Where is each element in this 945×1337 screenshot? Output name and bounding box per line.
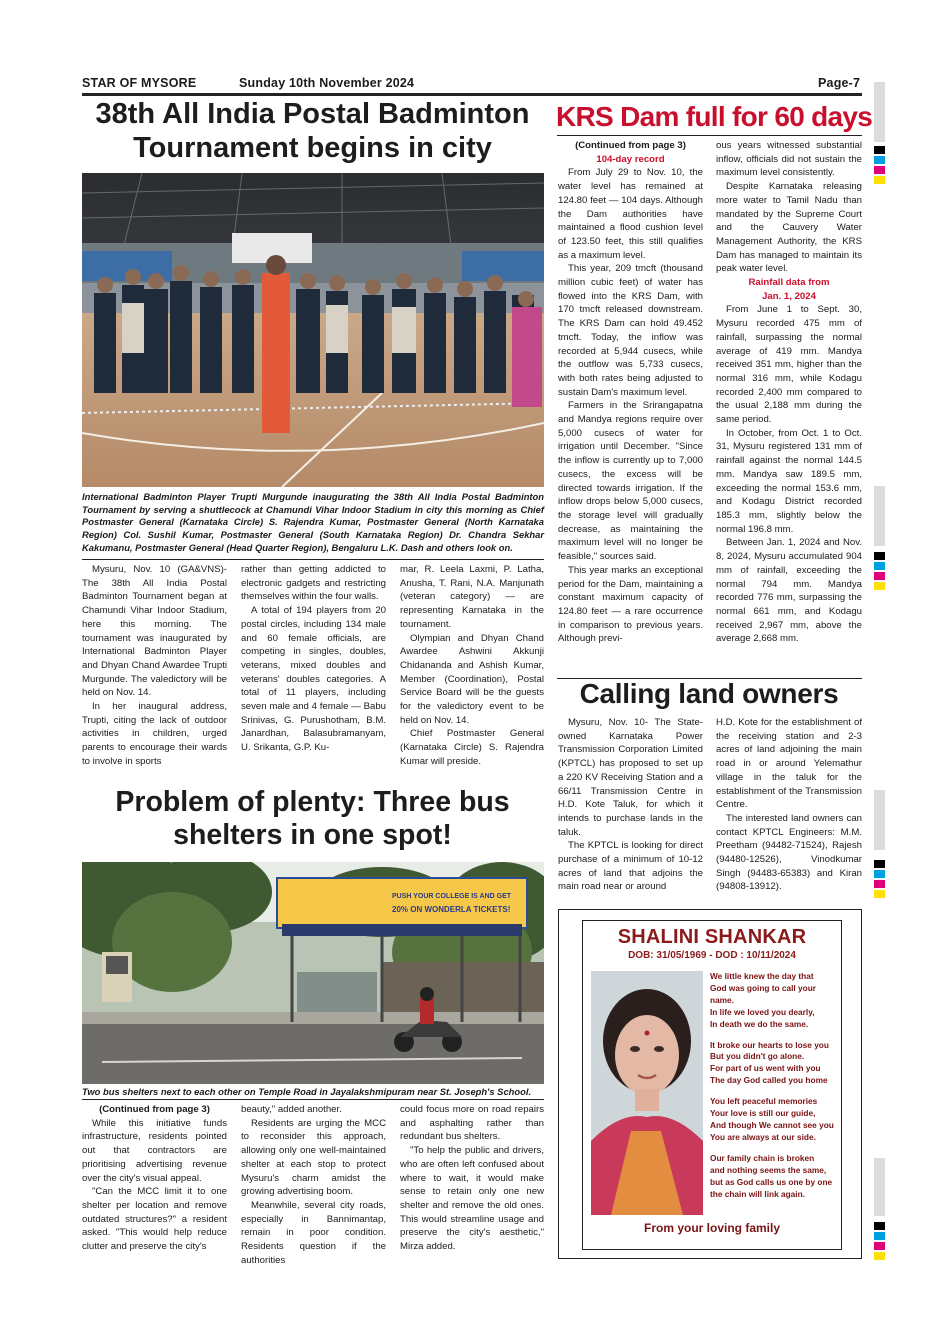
land-column-2 [716, 716, 862, 894]
registration-magenta-swatch [874, 1242, 885, 1250]
poem-line: The day God called you home [710, 1075, 828, 1086]
bus-caption: Two bus shelters next to each other on Temple Road in Jayalakshmipuram near St. Joseph's School. [82, 1086, 532, 1097]
poem-line: In death we do the same. [710, 1018, 809, 1029]
paragraph: From July 29 to Nov. 10, the water level has remained at 124.80 feet — 104 days. Although the Dam authorities have maintained a flood cushion level of 123.50 feet, this still qualifies as a maximum level. [558, 167, 703, 261]
billboard-text-2: 20% ON WONDERLA TICKETS! [392, 905, 511, 914]
paragraph: could focus more on road repairs and asphalting rather than redundant bus shelters. [400, 1104, 544, 1143]
registration-black-swatch [874, 552, 885, 560]
obituary-dates: DOB: 31/05/1969 - DOD : 10/11/2024 [628, 950, 796, 961]
bus-headline [80, 786, 545, 852]
paragraph: beauty," added another. [241, 1104, 342, 1115]
krs-column-2 [716, 139, 862, 646]
badminton-photo-illustration [82, 173, 544, 487]
badminton-column-2 [241, 563, 386, 755]
bus-column-1 [82, 1103, 227, 1254]
paragraph: From June 1 to Sept. 30, Mysuru recorded 475 mm of rainfall, surpassing the normal average of 419 mm. Mandya received 351 mm, higher than the normal 316 mm, while Kodagu recorded 2,400 mm compared to the usual 2,188 mm during the same period. [716, 304, 862, 426]
poem-line: You left peaceful memories [710, 1096, 818, 1107]
krs-subhead-rainfall-1: Rainfall data from [748, 277, 830, 289]
paragraph: Mysuru, Nov. 10- The State-owned Karnataka Power Transmission Corporation Limited (KPTCL) has proposed to set up a 220 KV Receiving Station and a 66/11 Transmission Centre in H.D. Kote Taluk, for which it intends to purchase lands in the taluk. [558, 717, 703, 838]
krs-subhead-rainfall-2: Jan. 1, 2024 [762, 290, 816, 302]
obituary-portrait [591, 971, 703, 1215]
continued-label: (Continued from page 3) [575, 140, 686, 151]
obituary-footer: From your loving family [643, 1221, 781, 1235]
paragraph: rather than getting addicted to electronic gadgets and restricting themselves within the four walls. [241, 564, 386, 603]
registration-black-swatch [874, 146, 885, 154]
poem-gap [710, 1031, 838, 1040]
paragraph: Between Jan. 1, 2024 and Nov. 8, 2024, Mysuru accumulated 904 mm of rainfall, exceeding the normal 794 mm. Mandya recorded 776 mm, surpassing the normal 661 mm, and Kodagu received 2,967 mm, above the average 2,668 mm. [716, 537, 862, 645]
registration-cyan-swatch [874, 156, 885, 164]
registration-yellow-swatch [874, 582, 885, 590]
masthead-rule [82, 93, 862, 96]
land-headline: Calling land owners [579, 678, 839, 709]
krs-subhead-record: 104-day record [596, 153, 665, 165]
paragraph: Meanwhile, several city roads, especially in Bannimantap, remain in poor condition. Residents question if the authorities [241, 1199, 386, 1266]
paragraph: H.D. Kote for the establishment of the receiving station and 2-3 acres of land adjoining the main road in or around Yelemathur village in the taluk for the establishment of the Transmission Centre. [716, 717, 862, 811]
paragraph: Despite Karnataka releasing more water to Tamil Nadu than mandated by the Supreme Court and the Cauvery Water Management Authority, the KRS Dam has managed to maintain its peak water level. [716, 181, 862, 275]
badminton-column-3 [400, 563, 544, 769]
obituary-box [582, 920, 842, 1250]
poem-line: It broke our hearts to lose you [710, 1039, 829, 1050]
poem-line: For part of us went with you [710, 1063, 821, 1074]
paragraph: This year, 209 tmcft (thousand million cubic feet) of water has flowed into the KRS Dam, with 170 tmcft released downstream. The KRS Dam can hold 49.452 tmcft. Today, the inflow was recorded at 5,944 cusecs, while the outflow was 5,733 cusecs, with both rates being adjusted to sustain Dam's maximum level. [558, 263, 703, 398]
paragraph: Chief Postmaster General (Karnataka Circle) S. Rajendra Kumar will preside. [400, 728, 544, 767]
print-margin-bar [874, 486, 885, 546]
continued-label: (Continued from page 3) [99, 1104, 210, 1115]
land-column-1 [558, 716, 703, 894]
poem-gap [710, 1087, 838, 1096]
obituary-poem [710, 971, 838, 1200]
registration-black-swatch [874, 860, 885, 868]
page-number: Page-7 [818, 76, 861, 90]
poem-gap [710, 1144, 838, 1153]
paragraph: The interested land owners can contact KPTCL Engineers: M.M. Preetham (94482-71524), Rajesh (94480-12526), Vinodkumar Singh (94483-65383) and Kiran (94808-13912). [716, 812, 862, 893]
paragraph: ous years witnessed substantial inflow, officials did not sustain the maximum level consistently. [716, 140, 862, 179]
bus-headline-line1: Problem of plenty: Three bus [115, 786, 510, 818]
poem-line: but as God calls us one by one [710, 1176, 833, 1187]
registration-magenta-swatch [874, 166, 885, 174]
registration-cyan-swatch [874, 870, 885, 878]
poem-line: and nothing seems the same, [710, 1164, 827, 1175]
registration-yellow-swatch [874, 176, 885, 184]
bus-column-3 [400, 1103, 544, 1254]
registration-cyan-swatch [874, 562, 885, 570]
issue-date: Sunday 10th November 2024 [239, 76, 415, 90]
badminton-headline-line1: 38th All India Postal Badminton [95, 98, 530, 130]
billboard-text-1: PUSH YOUR COLLEGE IS AND GET [392, 893, 512, 900]
badminton-caption-rule [82, 559, 544, 560]
paragraph: Residents are urging the MCC to reconsider this approach, allowing only one well-maintained shelter at each stop to protect Mysuru's charm amidst the growing advertising boom. [241, 1117, 386, 1198]
bus-headline-line2: shelters in one spot! [173, 819, 452, 852]
bus-caption-rule [82, 1099, 544, 1100]
paragraph: In October, from Oct. 1 to Oct. 31, Mysuru registered 131 mm of rainfall against the normal 144.5 mm. Mandya saw 189.5 mm, exceeding the normal 153.6 mm, and Kodagu District recorded 185.3 mm, slightly below the normal 196.8 mm. [716, 427, 862, 535]
paragraph: The KPTCL is looking for direct purchase of a minimum of 10-12 acres of land that adjoins the main road near or around [558, 840, 703, 893]
registration-yellow-swatch [874, 1252, 885, 1260]
paragraph: "To help the public and drivers, who are often left confused about where to wait, it would make sense to retain only one new shelter and remove the old ones. This would streamline usage and preserve the city's aesthetic," Mirza added. [400, 1145, 544, 1253]
badminton-headline-line2: Tournament begins in city [133, 131, 492, 164]
poem-line: In life we loved you dearly, [710, 1006, 815, 1017]
bus-shelter-photo [82, 862, 544, 1084]
badminton-caption: International Badminton Player Trupti Murgunde inaugurating the 38th All India Postal Badminton Tournament by serving a shuttlecock at Chamundi Vihar Indoor Stadium in city this morning as Chief Postmaster General (Karnataka Circle) S. Rajendra Kumar, Postmaster General (North Karnataka Region) Col. Sushil Kumar, Postmaster General (South Karnataka Region) Dr. Chandra Sekhar Kakumanu, Postmaster General (Head Quarter Region), Bengaluru L.K. Dash and others look on. [82, 491, 544, 553]
badminton-photo [82, 173, 544, 487]
krs-headline-rule [557, 135, 862, 136]
registration-black-swatch [874, 1222, 885, 1230]
paper-name: STAR OF MYSORE [82, 76, 197, 90]
bus-shelter-photo-illustration [82, 862, 544, 1084]
krs-column-1 [558, 139, 703, 646]
registration-magenta-swatch [874, 880, 885, 888]
paragraph: "Can the MCC limit it to one shelter per location and remove outdated structures?" a resident asked. "This would help reduce clutter and preserve the city's [82, 1186, 227, 1253]
obituary-name: SHALINI SHANKAR [617, 926, 807, 948]
krs-headline: KRS Dam full for 60 days [556, 101, 873, 132]
bus-column-2 [241, 1103, 386, 1267]
paragraph: This year marks an exceptional period for the Dam, maintaining a constant maximum capacity of 124.80 feet — a rare occurrence in comparison to previous years. Although previ- [558, 564, 703, 645]
poem-line: the chain will link again. [710, 1188, 805, 1199]
paragraph: While this initiative funds infrastructure, residents pointed out that contractors are prioritising advertising revenue over the city's visual appeal. [82, 1117, 227, 1184]
paragraph: A total of 194 players from 20 postal circles, including 134 male and 60 female officials, are competing in singles, doubles, veterans, mixed doubles and veterans' doubles categories. A total of 11 players, including seven male and 4 female — Babu Srinivas, G. Purushotham, B.M. Janardhan, Balasubramanyam, U. Srikanta, G.P. Ku- [241, 605, 386, 754]
paragraph: mar, R. Leela Laxmi, P. Latha, Anusha, T. Rani, N.A. Manjunath (veteran category) — are representing Karnataka in the tournament. [400, 564, 544, 630]
badminton-column-1 [82, 563, 227, 769]
paragraph: Olympian and Dhyan Chand Awardee Ashwini Akkunji Chidananda and Ashish Kumar, Member (Coordination), Postal Service Board will be the guests for the valedictory event to be held on Nov. 14. [400, 632, 544, 726]
paragraph: Mysuru, Nov. 10 (GA&VNS)- The 38th All India Postal Badminton Tournament began at Chamundi Vihar Indoor Stadium, here this morning. The tournament was inaugurated by International Badminton Player and Dhyan Chand Awardee Trupti Murgunde. The valedictory will be held on Nov. 14. [82, 564, 227, 699]
poem-line: And though We cannot see you [710, 1119, 834, 1130]
badminton-headline [80, 98, 545, 165]
poem-line: You are always at our side. [710, 1131, 816, 1142]
poem-line: Your love is still our guide, [710, 1108, 816, 1119]
obituary-portrait-illustration [591, 971, 703, 1215]
registration-cyan-swatch [874, 1232, 885, 1240]
print-margin-bar [874, 1158, 885, 1216]
poem-line: But you didn't go alone. [710, 1051, 805, 1062]
poem-line: We little knew the day that [710, 971, 814, 981]
print-margin-bar [874, 82, 885, 142]
poem-line: God was going to call your name. [710, 982, 817, 1005]
registration-yellow-swatch [874, 890, 885, 898]
print-margin-bar [874, 790, 885, 850]
paragraph: Farmers in the Srirangapatna and Mandya regions require over 5,000 cusecs of water for irrigation until December. "Since the inflow is currently up to 7,000 cusecs, the excess will be directed towards irrigation. If the inflow drops below 5,000 cusecs, the storage level will gradually decrease, as maintaining the maximum level will no longer be feasible," sources said. [558, 400, 703, 563]
poem-line: Our family chain is broken [710, 1152, 815, 1163]
registration-magenta-swatch [874, 572, 885, 580]
paragraph: In her inaugural address, Trupti, citing the lack of outdoor activities in children, urged parents to encourage their wards to involve in sports [82, 701, 227, 767]
